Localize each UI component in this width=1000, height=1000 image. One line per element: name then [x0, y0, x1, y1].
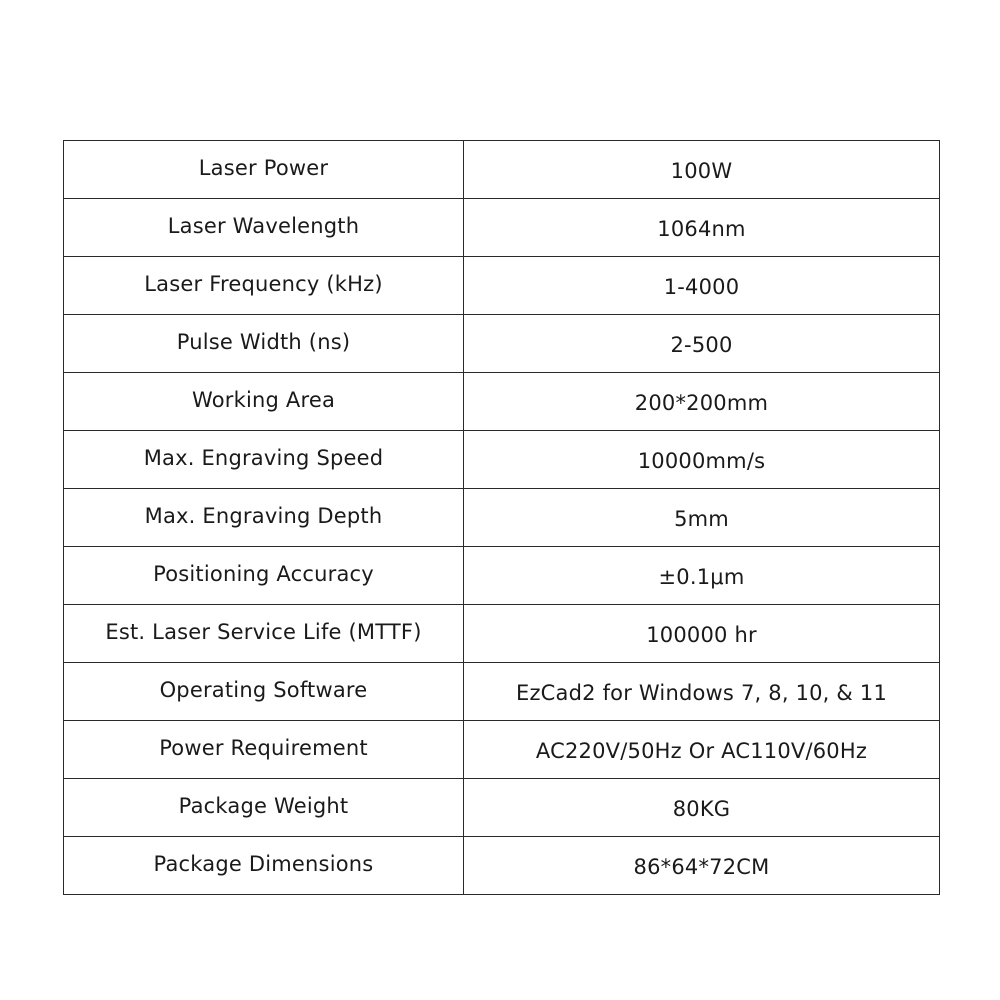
spec-label: Pulse Width (ns): [64, 315, 464, 373]
table-row: [64, 315, 940, 373]
spec-label: Max. Engraving Depth: [64, 489, 464, 547]
spec-table: [63, 140, 940, 895]
spec-value: 100000 hr: [464, 605, 940, 663]
table-row: [64, 199, 940, 257]
table-row: [64, 431, 940, 489]
spec-label: Positioning Accuracy: [64, 547, 464, 605]
table-row: [64, 141, 940, 199]
spec-value: 100W: [464, 141, 940, 199]
spec-value: EzCad2 for Windows 7, 8, 10, & 11: [464, 663, 940, 721]
spec-label: Laser Wavelength: [64, 199, 464, 257]
table-row: [64, 489, 940, 547]
spec-value: 1064nm: [464, 199, 940, 257]
table-row: [64, 257, 940, 315]
spec-value: 86*64*72CM: [464, 837, 940, 895]
spec-label: Est. Laser Service Life (MTTF): [64, 605, 464, 663]
spec-label: Working Area: [64, 373, 464, 431]
spec-label: Max. Engraving Speed: [64, 431, 464, 489]
table-row: [64, 779, 940, 837]
spec-label: Package Dimensions: [64, 837, 464, 895]
table-row: [64, 547, 940, 605]
table-row: [64, 373, 940, 431]
table-row: [64, 663, 940, 721]
spec-value: 5mm: [464, 489, 940, 547]
spec-label: Package Weight: [64, 779, 464, 837]
spec-value: AC220V/50Hz Or AC110V/60Hz: [464, 721, 940, 779]
table-row: [64, 605, 940, 663]
spec-value: 80KG: [464, 779, 940, 837]
spec-label: Operating Software: [64, 663, 464, 721]
spec-value: ±0.1μm: [464, 547, 940, 605]
table-row: [64, 721, 940, 779]
spec-value: 1-4000: [464, 257, 940, 315]
spec-value: 200*200mm: [464, 373, 940, 431]
spec-label: Laser Frequency (kHz): [64, 257, 464, 315]
spec-label: Power Requirement: [64, 721, 464, 779]
spec-value: 10000mm/s: [464, 431, 940, 489]
spec-label: Laser Power: [64, 141, 464, 199]
table-row: [64, 837, 940, 895]
spec-value: 2-500: [464, 315, 940, 373]
